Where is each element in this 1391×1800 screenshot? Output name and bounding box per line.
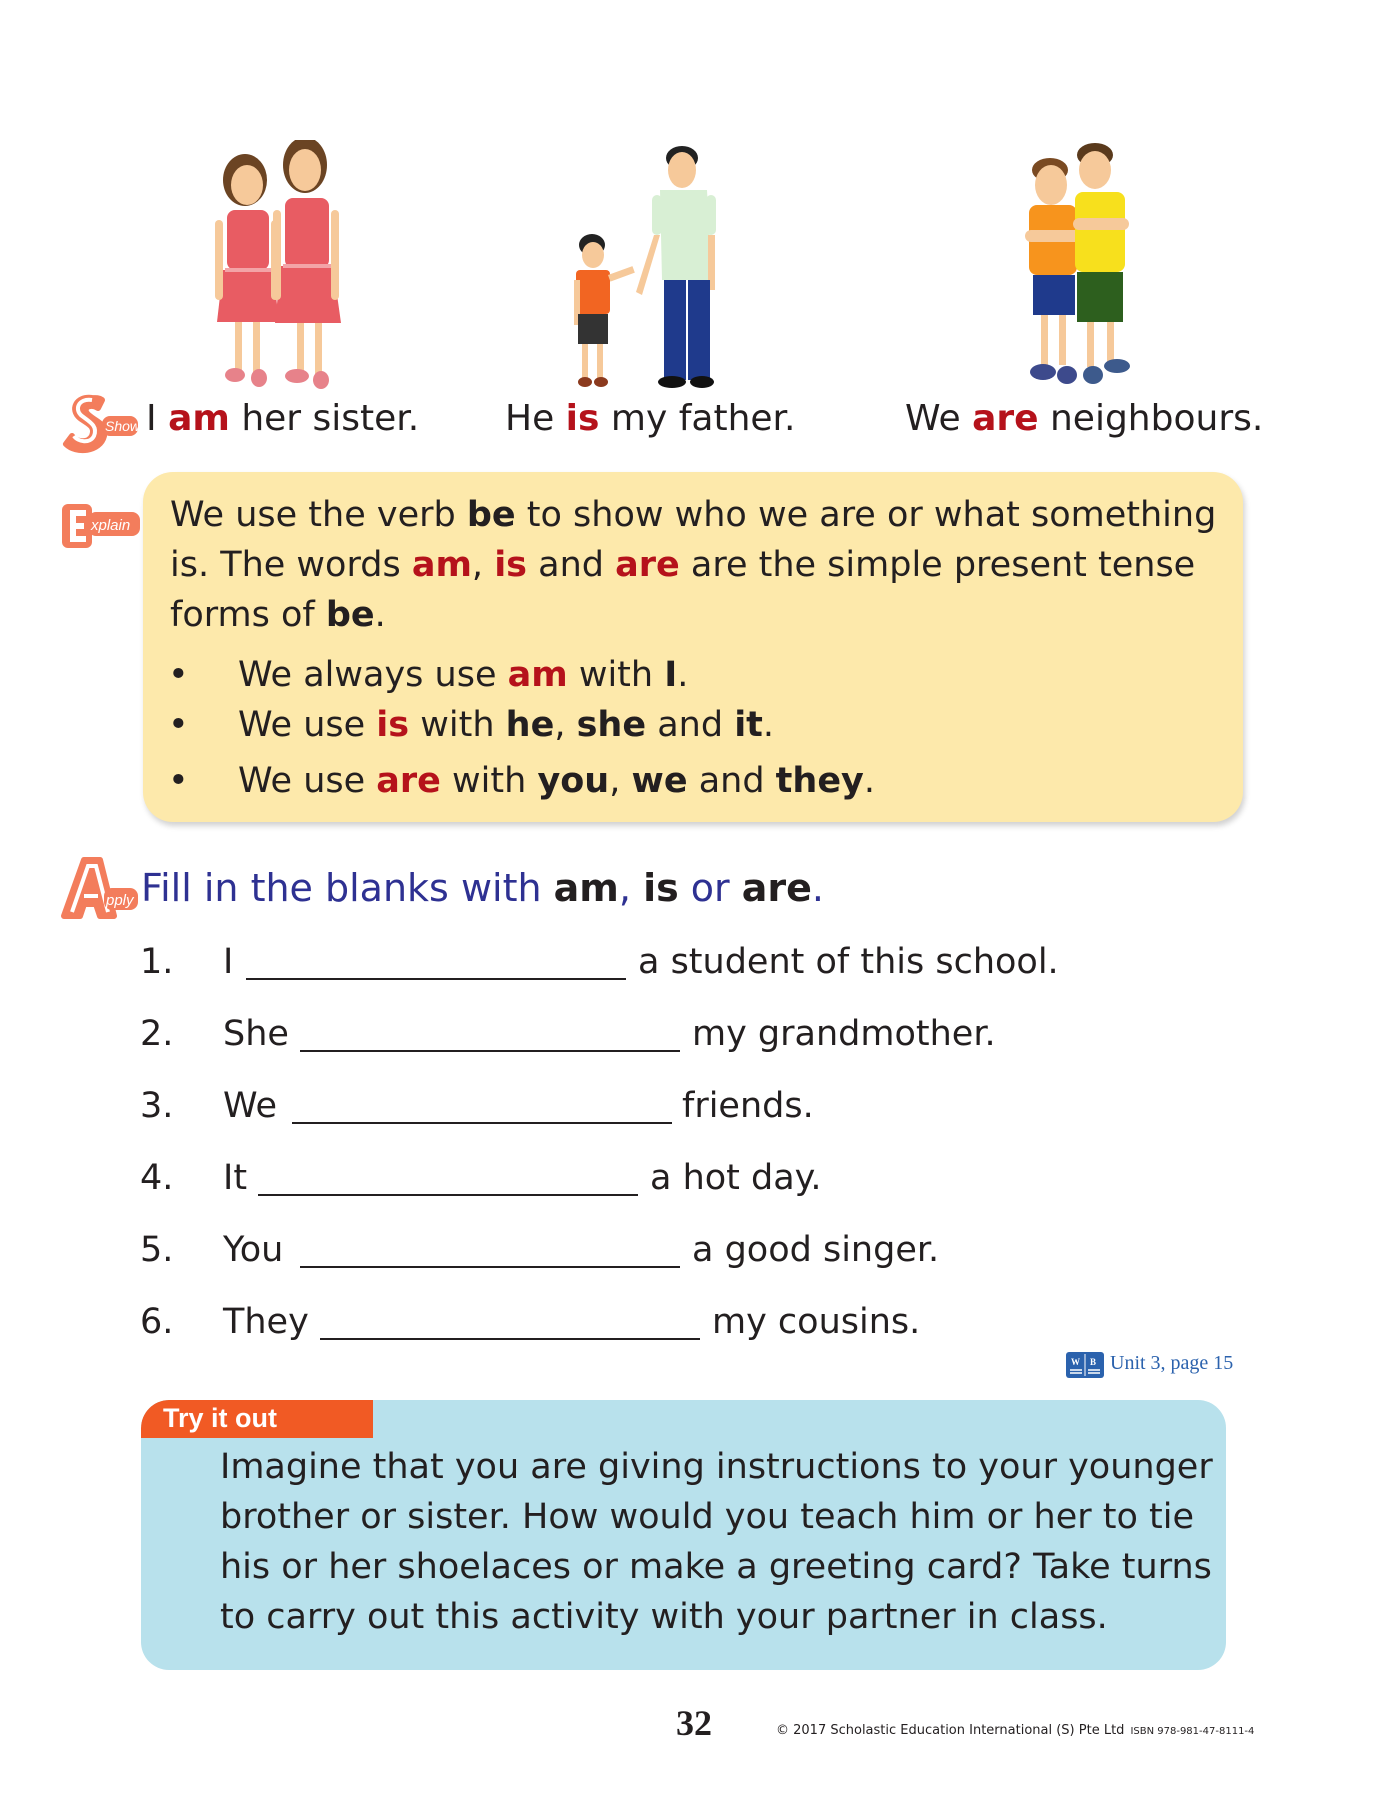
explain-badge-icon [60, 500, 142, 552]
bullet-text: and [687, 761, 776, 801]
copyright-notice [776, 1723, 1254, 1738]
bold-term: is [643, 866, 679, 910]
paragraph-text: We use the verb [170, 495, 467, 535]
bullet-text: and [646, 705, 735, 745]
explain-paragraph [170, 490, 1240, 640]
question-subject: I [223, 942, 234, 982]
bullet-text: , [554, 705, 577, 745]
paragraph-text: , [471, 545, 495, 585]
sentence-text: neighbours. [1038, 398, 1264, 439]
paragraph-text: and [527, 545, 616, 585]
question-number: 6. [140, 1302, 174, 1342]
bullet-text: We always use [238, 655, 508, 695]
try-it-out-label: Try it out [163, 1403, 277, 1433]
instruction-text: or [678, 866, 742, 910]
question-subject: She [223, 1014, 289, 1054]
workbook-reference-text[interactable]: Unit 3, page 15 [1110, 1352, 1234, 1374]
question-subject: They [223, 1302, 309, 1342]
two-sisters-illustration [205, 140, 345, 390]
explain-badge [60, 500, 142, 552]
bold-term: I [664, 655, 678, 695]
sentence-text: I [146, 398, 169, 439]
bold-term: you [537, 761, 610, 801]
verb-highlight: are [376, 761, 441, 801]
svg-text:pply: pply [106, 892, 134, 909]
bold-term: be [325, 595, 375, 635]
bullet-text: with [409, 705, 506, 745]
answer-blank[interactable] [258, 1194, 638, 1196]
verb-highlight: is [565, 398, 600, 439]
bold-term: they [775, 761, 864, 801]
verb-highlight: are [615, 545, 680, 585]
bullet-icon: • [168, 761, 189, 801]
bold-term: he [505, 705, 555, 745]
question-rest: my grandmother. [692, 1014, 996, 1054]
question-rest: friends. [682, 1086, 814, 1126]
answer-blank[interactable] [320, 1338, 700, 1340]
example-sentence [505, 398, 795, 439]
svg-text:W: W [1071, 1357, 1080, 1367]
question-number: 4. [140, 1158, 174, 1198]
question-number: 1. [140, 942, 174, 982]
try-it-out-text: Imagine that you are giving instructions to your younger brother or sister. How would you teach him or her to tie his or her shoelaces or make a greeting card? Take turns to carry out this activity with your partner in class. [220, 1447, 1213, 1637]
bullet-text: We use [238, 761, 377, 801]
verb-highlight: are [972, 398, 1039, 439]
bullet-icon: • [168, 705, 189, 745]
instruction-text: Fill in the blanks with [141, 866, 554, 910]
verb-highlight: am [411, 545, 472, 585]
svg-text:B: B [1090, 1357, 1097, 1367]
bullet-icon: • [168, 655, 189, 695]
instruction-text: , [618, 866, 644, 910]
bold-term: she [576, 705, 647, 745]
isbn-text: ISBN 978-981-47-8111-4 [1130, 1726, 1255, 1737]
boy-and-father-illustration [572, 140, 717, 390]
apply-badge [60, 856, 140, 922]
paragraph-text: are the simple present tense forms of [170, 545, 1196, 635]
bullet-text: . [762, 705, 775, 745]
sentence-text: her sister. [229, 398, 420, 439]
bold-term: are [741, 866, 812, 910]
page-number: 32 [676, 1703, 712, 1743]
question-subject: We [223, 1086, 278, 1126]
bullet-text: . [863, 761, 876, 801]
workbook-icon [1066, 1352, 1104, 1378]
example-sentence [146, 398, 419, 439]
apply-badge-icon [60, 856, 140, 922]
bold-term: be [466, 495, 516, 535]
example-sentence [905, 398, 1263, 439]
question-subject: It [223, 1158, 248, 1198]
instruction-text: . [811, 866, 824, 910]
paragraph-text: to show who we are or what something is. The words [170, 495, 1217, 585]
answer-blank[interactable] [300, 1266, 680, 1268]
question-number: 3. [140, 1086, 174, 1126]
bullet-text: with [440, 761, 538, 801]
bold-term: am [553, 866, 619, 910]
verb-highlight: is [376, 705, 410, 745]
bullet-text: We use [238, 705, 377, 745]
question-subject: You [223, 1230, 284, 1270]
show-examples [0, 398, 1391, 448]
apply-instruction [141, 866, 824, 910]
question-rest: a good singer. [692, 1230, 940, 1270]
try-it-out-tab [141, 1400, 373, 1438]
bold-term: it [734, 705, 763, 745]
bullet-text: with [567, 655, 665, 695]
bullet-text: . [677, 655, 689, 695]
svg-text:Show: Show [105, 418, 140, 434]
question-rest: a hot day. [650, 1158, 822, 1198]
copyright-text: © 2017 Scholastic Education International (S) Pte Ltd [776, 1723, 1125, 1738]
question-rest: a student of this school. [638, 942, 1059, 982]
question-number: 5. [140, 1230, 174, 1270]
svg-text:xplain: xplain [91, 517, 131, 534]
verb-highlight: am [507, 655, 568, 695]
sentence-text: He [505, 398, 566, 439]
answer-blank[interactable] [246, 978, 626, 980]
paragraph-text: . [374, 595, 386, 635]
bullet-text: , [609, 761, 632, 801]
answer-blank[interactable] [300, 1050, 680, 1052]
question-number: 2. [140, 1014, 174, 1054]
answer-blank[interactable] [292, 1122, 672, 1124]
two-boys-neighbours-illustration [1015, 140, 1135, 390]
sentence-text: my father. [599, 398, 796, 439]
verb-highlight: am [168, 398, 230, 439]
verb-highlight: is [494, 545, 528, 585]
bold-term: we [631, 761, 688, 801]
question-rest: my cousins. [712, 1302, 921, 1342]
sentence-text: We [905, 398, 973, 439]
